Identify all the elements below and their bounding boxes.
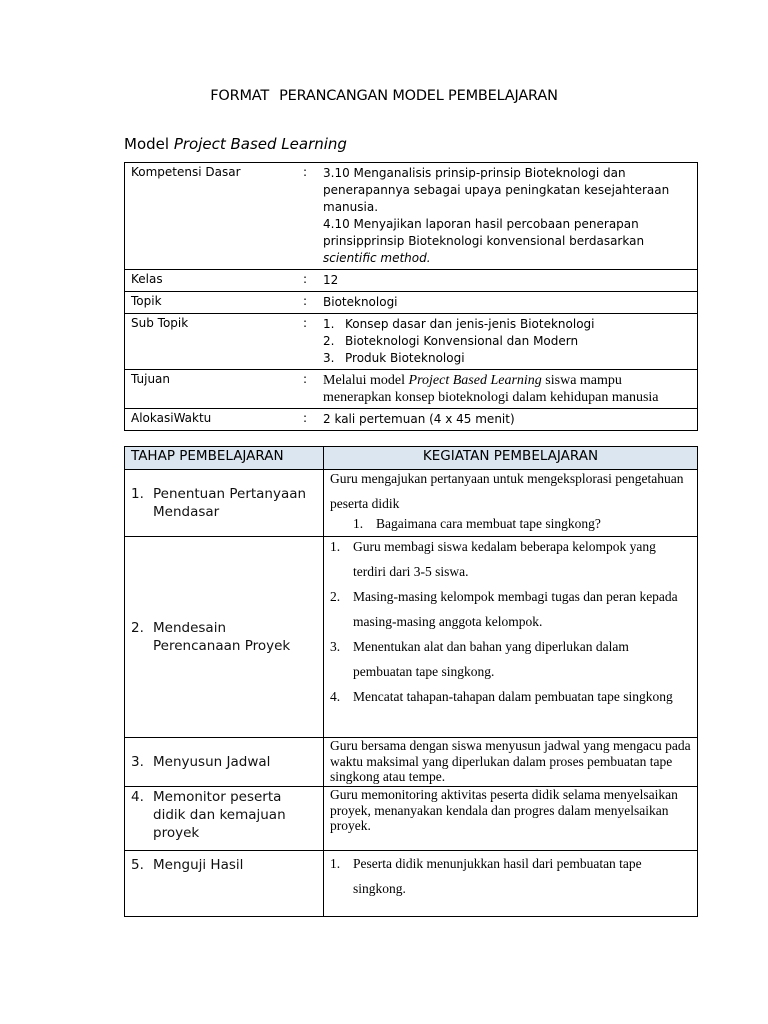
stage-cell (125, 738, 324, 787)
info-table (124, 162, 698, 431)
list-text: Masing-masing kelompok membagi tugas dan peran kepada masing-masing anggota kelompok. (353, 589, 678, 629)
stage-name: Memonitor peserta didik dan kemajuan proyek (153, 789, 286, 841)
list-number: 1. (323, 317, 335, 331)
table-row (125, 851, 698, 917)
activity-cell (324, 470, 698, 537)
stage-label (131, 619, 317, 655)
header-kegiatan-pembelajaran: KEGIATAN PEMBELAJARAN (324, 447, 698, 470)
stage-name: Menguji Hasil (153, 857, 244, 873)
activity-list (353, 516, 691, 532)
list-number: 2. (330, 589, 341, 604)
header-tahap-pembelajaran: TAHAP PEMBELAJARAN (125, 447, 324, 470)
list-text: Bioteknologi Konvensional dan Modern (345, 334, 579, 348)
list-item (330, 634, 691, 684)
subtitle-prefix: Model (124, 135, 174, 153)
stage-cell (125, 851, 324, 917)
list-text: Peserta didik menunjukkan hasil dari pembuatan tape singkong. (353, 856, 642, 896)
colon: : (303, 270, 321, 292)
stage-number: 2. (131, 620, 144, 636)
stage-number: 1. (131, 486, 144, 502)
activity-cell: Guru memonitoring aktivitas peserta didik selama menyelsaikan proyek, menanyakan kendala dan progres dalam menyelsaikan proyek. (324, 787, 698, 851)
activity-intro: Guru mengajukan pertanyaan untuk mengeksplorasi pengetahuan peserta didik (330, 471, 684, 511)
colon: : (303, 163, 321, 270)
label-sub-topik: Sub Topik (125, 314, 304, 370)
list-text: Konsep dasar dan jenis-jenis Bioteknologi (345, 317, 595, 331)
list-item (323, 333, 693, 350)
kd-4-10 (323, 216, 693, 267)
label-kompetensi-dasar: Kompetensi Dasar (125, 163, 304, 270)
list-item (323, 316, 693, 333)
stage-cell (125, 787, 324, 851)
list-item (353, 516, 691, 532)
stage-label (131, 485, 317, 521)
row-tujuan (125, 370, 698, 409)
model-subtitle (124, 135, 347, 153)
table-row (125, 787, 698, 851)
title-format: FORMAT (210, 88, 270, 104)
activity-cell: Guru bersama dengan siswa menyusun jadwal yang mengacu pada waktu maksimal yang diperlukan dalam proses pembuatan tape singkong atau tempe. (324, 738, 698, 787)
label-topik: Topik (125, 292, 304, 314)
list-item (330, 584, 691, 634)
list-text: Mencatat tahapan-tahapan dalam pembuatan tape singkong (353, 689, 673, 704)
list-text: Menentukan alat dan bahan yang diperlukan dalam pembuatan tape singkong. (353, 639, 629, 679)
list-number: 4. (330, 689, 341, 704)
stage-number: 4. (131, 789, 144, 805)
list-number: 1. (353, 516, 364, 531)
stage-name: Penentuan Pertanyaan Mendasar (153, 486, 307, 520)
row-sub-topik (125, 314, 698, 370)
colon: : (303, 370, 321, 409)
stage-label (131, 856, 317, 874)
activity-list (330, 851, 691, 901)
list-number: 3. (330, 639, 341, 654)
stage-name: Menyusun Jadwal (153, 754, 271, 770)
list-item (330, 684, 691, 709)
activities-table (124, 446, 698, 917)
list-item (323, 350, 693, 367)
list-text: Bagaimana cara membuat tape singkong? (376, 516, 601, 531)
tujuan-prefix: Melalui model (323, 373, 409, 388)
activity-list (330, 534, 691, 709)
row-alokasi-waktu (125, 409, 698, 431)
value-sub-topik (321, 314, 698, 370)
stage-cell (125, 470, 324, 537)
table-row (125, 470, 698, 537)
tujuan-suffix: siswa mampu menerapkan konsep bioteknologi dalam kehidupan manusia (323, 373, 659, 405)
stage-label (131, 788, 317, 842)
colon: : (303, 314, 321, 370)
colon: : (303, 292, 321, 314)
label-kelas: Kelas (125, 270, 304, 292)
activity-cell (324, 851, 698, 917)
stage-number: 3. (131, 754, 144, 770)
kd-4-10-text: 4.10 Menyajikan laporan hasil percobaan penerapan prinsipprinsip Bioteknologi konvensional berdasarkan (323, 217, 645, 248)
title-main: PERANCANGAN MODEL PEMBELAJARAN (279, 88, 558, 104)
stage-number: 5. (131, 857, 144, 873)
tujuan-model-name: Project Based Learning (408, 373, 542, 388)
list-number: 1. (330, 856, 341, 871)
row-topik (125, 292, 698, 314)
sub-topik-list (323, 316, 693, 367)
list-text: Produk Bioteknologi (345, 351, 465, 365)
stage-name: Mendesain Perencanaan Proyek (153, 620, 291, 654)
colon: : (303, 409, 321, 431)
list-number: 3. (323, 351, 335, 365)
subtitle-model-name: Project Based Learning (173, 135, 347, 153)
kd-3-10: 3.10 Menganalisis prinsip-prinsip Bioteknologi dan penerapannya sebagai upaya peningkatan kesejahteraan manusia. (323, 166, 670, 214)
row-kelas (125, 270, 698, 292)
stage-cell (125, 537, 324, 738)
list-item (330, 534, 691, 584)
list-number: 2. (323, 334, 335, 348)
value-kelas: 12 (321, 270, 698, 292)
list-item (330, 851, 691, 901)
value-kompetensi-dasar (321, 163, 698, 270)
value-tujuan (321, 370, 698, 409)
label-tujuan: Tujuan (125, 370, 304, 409)
table-row (125, 738, 698, 787)
label-alokasi-waktu: AlokasiWaktu (125, 409, 304, 431)
list-number: 1. (330, 539, 341, 554)
kd-4-10-italic: scientific method. (323, 251, 431, 265)
activity-cell (324, 537, 698, 738)
table-row (125, 537, 698, 738)
list-text: Guru membagi siswa kedalam beberapa kelompok yang terdiri dari 3-5 siswa. (353, 539, 656, 579)
stage-label (131, 753, 317, 771)
value-alokasi-waktu: 2 kali pertemuan (4 x 45 menit) (321, 409, 698, 431)
document-title (0, 88, 768, 104)
row-kompetensi-dasar (125, 163, 698, 270)
value-topik: Bioteknologi (321, 292, 698, 314)
